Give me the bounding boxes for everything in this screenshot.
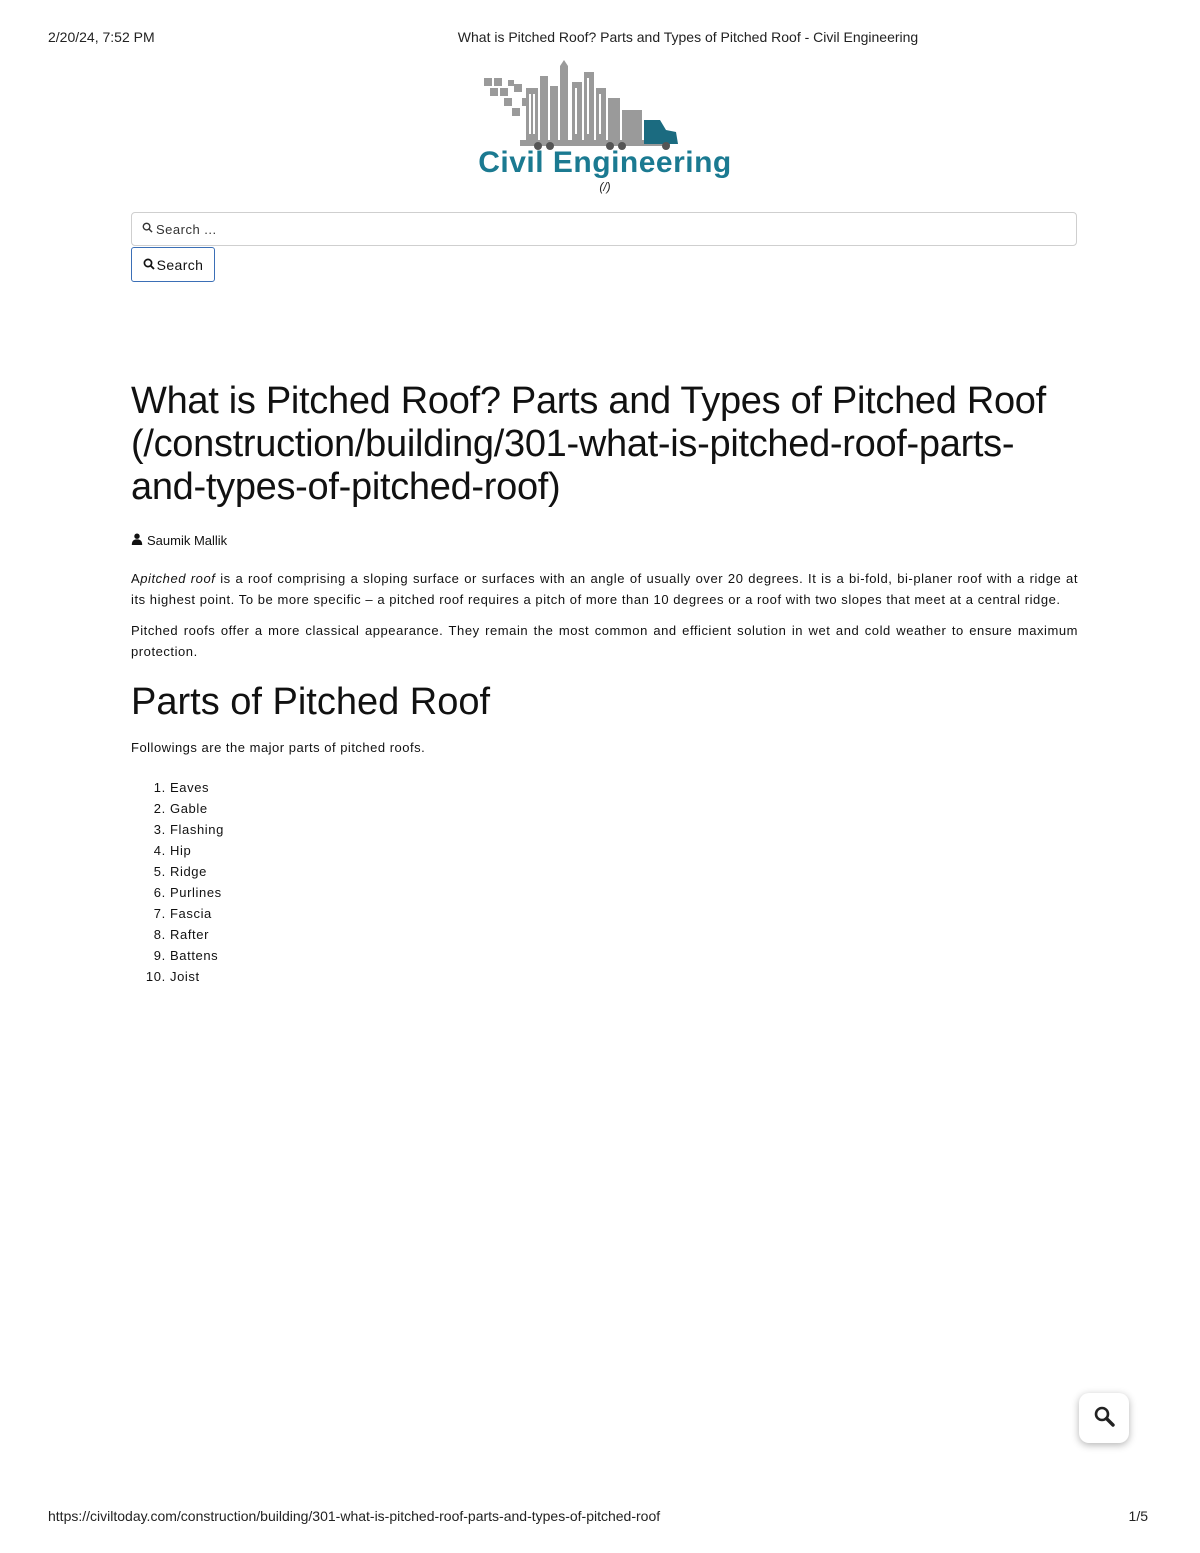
list-item: 1. Eaves — [170, 777, 1078, 798]
list-item: 10. Joist — [170, 966, 1078, 987]
floating-search-button[interactable] — [1079, 1393, 1129, 1443]
list-item: 7. Fascia — [170, 903, 1078, 924]
print-page-title: What is Pitched Roof? Parts and Types of Pitched Roof - Civil Engineering — [457, 29, 919, 45]
search-icon — [142, 222, 153, 236]
list-item: 4. Hip — [170, 840, 1078, 861]
search-button[interactable] — [131, 247, 215, 282]
article-title[interactable]: What is Pitched Roof? Parts and Types of Pitched Roof (/construction/building/301-what-is-pitched-roof-parts-and-types-of-pitched-roof) — [131, 380, 1046, 508]
paragraph-intro — [131, 568, 1078, 610]
logo-home-link[interactable]: (/) — [599, 180, 611, 194]
search-input[interactable] — [131, 212, 1077, 246]
search-button-label: Search — [156, 256, 204, 273]
article — [131, 380, 1078, 987]
list-item: 9. Battens — [170, 945, 1078, 966]
list-item: 6. Purlines — [170, 882, 1078, 903]
print-page-number: 1/5 — [1128, 1508, 1148, 1524]
user-icon — [131, 533, 143, 548]
list-item: 3. Flashing — [170, 819, 1078, 840]
search-icon — [143, 257, 155, 273]
print-footer-url: https://civiltoday.com/construction/building/301-what-is-pitched-roof-parts-and-types-of-pitched-roof — [48, 1508, 661, 1524]
para-body: is a roof comprising a sloping surface or surfaces with an angle of usually over 20 degrees. It is a bi-fold, bi-planer roof with a ridge at its highest point. To be more specific – a pitched roof requires a pitch of more than 10 degrees or a roof with two slopes that meet at a central ridge. — [131, 571, 1078, 607]
logo-wordmark: Civil Engineering — [478, 146, 732, 179]
search-placeholder: Search ... — [156, 221, 217, 237]
magnifier-icon — [1093, 1405, 1115, 1432]
parts-list — [131, 777, 1078, 987]
para-emphasis: pitched roof — [140, 571, 216, 586]
section-intro: Followings are the major parts of pitched roofs. — [131, 740, 426, 755]
section-heading: Parts of Pitched Roof — [131, 681, 491, 723]
list-item: 5. Ridge — [170, 861, 1078, 882]
print-date: 2/20/24, 7:52 PM — [48, 29, 155, 45]
author-name: Saumik Mallik — [147, 533, 228, 548]
site-logo[interactable] — [460, 58, 750, 198]
para-prefix: A — [131, 571, 141, 586]
paragraph-second: Pitched roofs offer a more classical appearance. They remain the most common and efficient solution in wet and cold weather to ensure maximum protection. — [131, 623, 1078, 659]
list-item: 2. Gable — [170, 798, 1078, 819]
author-line — [131, 533, 1078, 548]
list-item: 8. Rafter — [170, 924, 1078, 945]
city-truck-logo-icon — [460, 58, 750, 153]
